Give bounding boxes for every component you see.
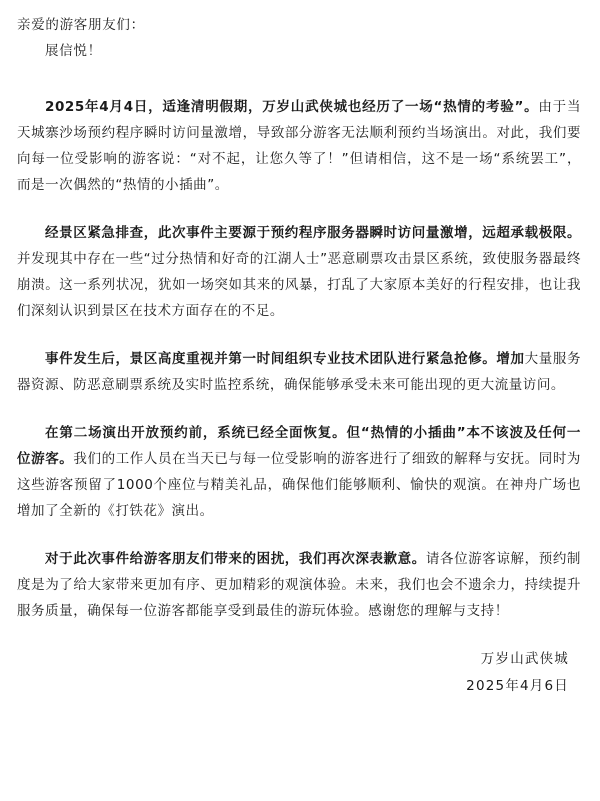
paragraph-5-body: 请各位游客谅解，预约制度是为了给大家带来更加有序、更加精彩的观演体验。未来，我们也会不遗余力，持续提升服务质量，确保每一位游客都能享受到最佳的游玩体验。感谢您的理解与支持！ [17,551,581,619]
signature-name: 万岁山武侠城 [480,651,569,667]
paragraph-4-body: 我们的工作人员在当天已与每一位受影响的游客进行了细致的解释与安抚。同时为这些游客预留了1000个座位与精美礼品，确保他们能够顺利、愉快的观演。在神舟广场也增加了全新的《打铁花》演出。 [17,451,581,519]
letter-paragraph-5 [17,546,581,624]
letter-greeting: 展信悦！ [45,43,102,59]
paragraph-2-body: 并发现其中存在一些“过分热情和好奇的江湖人士”恶意刷票攻击景区系统，致使服务器最终崩溃。这一系列状况，犹如一场突如其来的风暴，打乱了大家原本美好的行程安排，也让我们深刻认识到景区在技术方面存在的不足。 [17,251,581,319]
letter-paragraph-4 [17,420,581,524]
letter-signature-block [17,646,581,700]
paragraph-1-body: 由于当天城寨沙场预约程序瞬时访问量激增，导致部分游客无法顺利预约当场演出。对此，我们要向每一位受影响的游客说：“对不起，让您久等了！”但请相信，这不是一场“系统罢工”，而是一次偶然的“热情的小插曲”。 [17,99,581,193]
paragraph-3-lead: 事件发生后，景区高度重视并第一时间组织专业技术团队进行紧急抢修。增加 [45,351,525,367]
signature-date: 2025年4月6日 [466,678,569,694]
letter-paragraph-1 [17,94,581,198]
paragraph-1-lead: 2025年4月4日，适逢清明假期，万岁山武侠城也经历了一场“热情的考验”。 [45,99,539,115]
letter-paragraph-3 [17,346,581,398]
letter-paragraph-2 [17,220,581,324]
letter-salutation: 亲爱的游客朋友们： [17,17,145,33]
paragraph-3-body: 大量服务器资源、防恶意刷票系统及实时监控系统，确保能够承受未来可能出现的更大流量访问。 [17,351,581,393]
paragraph-2-lead: 经景区紧急排查，此次事件主要源于预约程序服务器瞬时访问量激增，远超承载极限。 [45,225,581,241]
paragraph-4-lead: 在第二场演出开放预约前，系统已经全面恢复。但“热情的小插曲”本不该波及任何一位游客。 [17,425,581,467]
paragraph-5-lead: 对于此次事件给游客朋友们带来的困扰，我们再次深表歉意。 [45,551,426,567]
letter-top-spacer [17,64,581,94]
